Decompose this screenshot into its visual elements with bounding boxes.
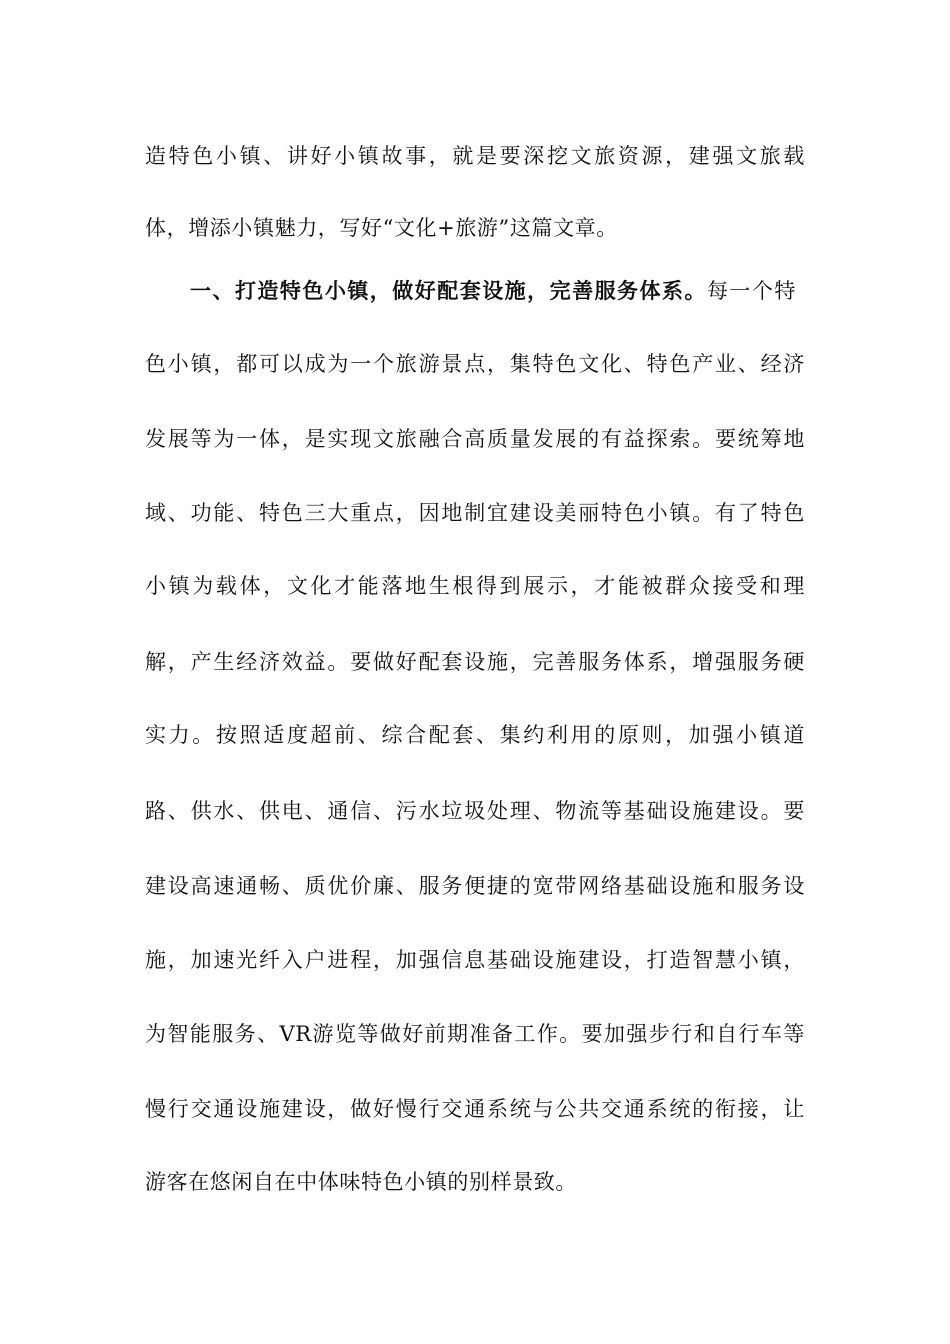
paragraph-line: 体，增添小镇魅力，写好“文化+旅游”这篇文章。 [145,216,618,240]
paragraph-line: 慢行交通设施建设，做好慢行交通系统与公共交通系统的衔接，让 [145,1097,805,1121]
paragraph-line: 色小镇，都可以成为一个旅游景点，集特色文化、特色产业、经济 [145,352,805,376]
paragraph-line: 路、供水、供电、通信、污水垃圾处理、物流等基础设施建设。要 [145,799,805,823]
paragraph-line: 建设高速通畅、质优价廉、服务便捷的宽带网络基础设施和服务设 [145,874,805,898]
paragraph-line: 域、功能、特色三大重点，因地制宜建设美丽特色小镇。有了特色 [145,501,805,525]
paragraph-line: 造特色小镇、讲好小镇故事，就是要深挖文旅资源，建强文旅载 [145,144,805,168]
paragraph-line: 施，加速光纤入户进程，加强信息基础设施建设，打造智慧小镇， [145,948,805,972]
paragraph-line: 小镇为载体，文化才能落地生根得到展示，才能被群众接受和理 [145,574,805,598]
paragraph-text: 每一个特 [706,279,796,303]
section-heading-line [190,276,796,306]
paragraph-line: 发展等为一体，是实现文旅融合高质量发展的有益探索。要统筹地 [145,427,805,451]
section-heading: 一、打造特色小镇，做好配套设施，完善服务体系。 [190,279,707,303]
paragraph-line: 为智能服务、VR游览等做好前期准备工作。要加强步行和自行车等 [145,1022,805,1046]
paragraph-line: 实力。按照适度超前、综合配套、集约利用的原则，加强小镇道 [145,723,805,747]
paragraph-line: 游客在悠闲自在中体味特色小镇的别样景致。 [145,1170,577,1194]
paragraph-line: 解，产生经济效益。要做好配套设施，完善服务体系，增强服务硬 [145,650,805,674]
